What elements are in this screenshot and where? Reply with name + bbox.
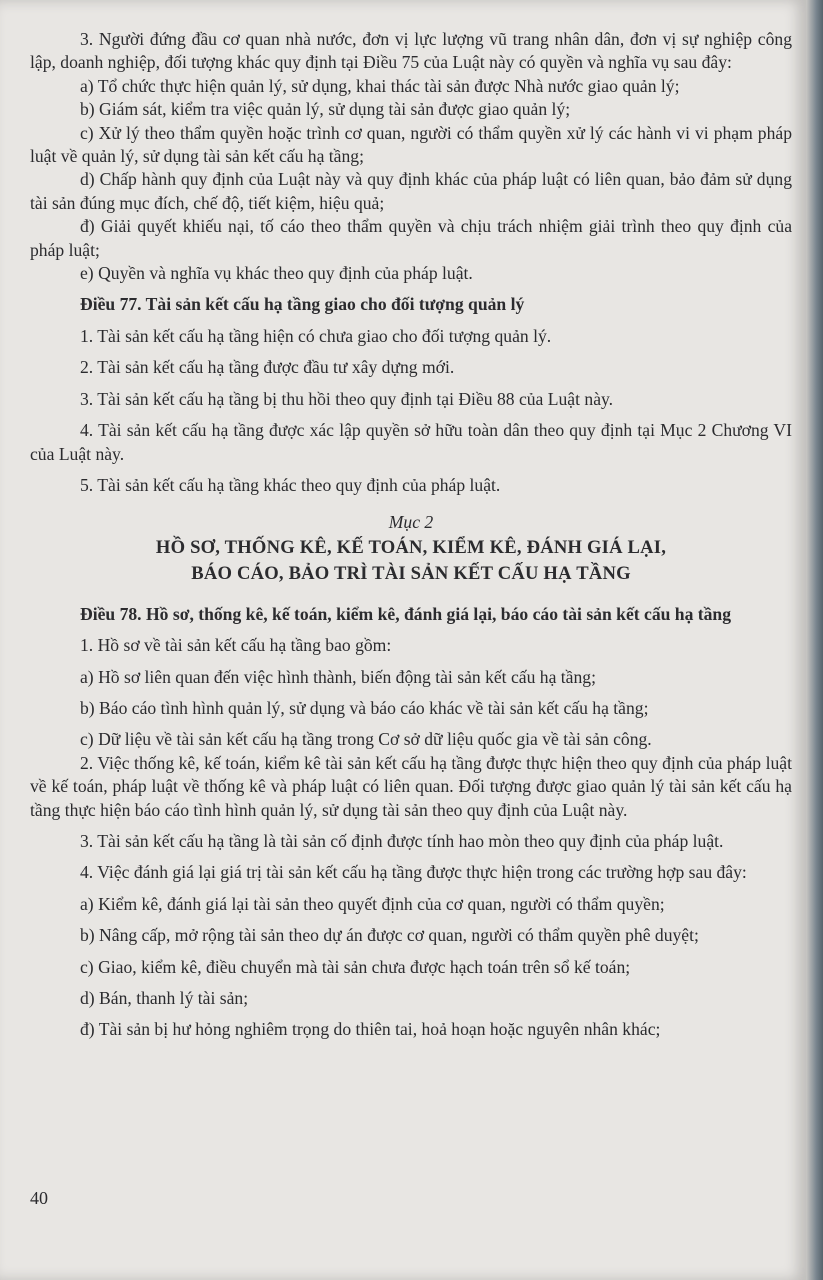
clause-3-item-dd: đ) Giải quyết khiếu nại, tố cáo theo thẩm quyền và chịu trách nhiệm giải trình theo quy định của pháp luật; [30,216,792,260]
article-77-item-3: 3. Tài sản kết cấu hạ tầng bị thu hồi theo quy định tại Điều 88 của Luật này. [80,388,614,409]
adjacent-page-edge [806,0,823,1280]
clause-3-item-c: c) Xử lý theo thẩm quyền hoặc trình cơ quan, người có thẩm quyền xử lý các hành vi vi phạm pháp luật về quản lý, sử dụng tài sản kết cấu hạ tầng; [30,122,792,167]
article-78-clause-1-item-a: a) Hồ sơ liên quan đến việc hình thành, biến động tài sản kết cấu hạ tầng; [80,666,596,687]
article-78-clause-4-item-b: b) Nâng cấp, mở rộng tài sản theo dự án được cơ quan, người có thẩm quyền phê duyệt; [80,925,699,946]
article-78-clause-4-item-d: d) Bán, thanh lý tài sản; [80,988,249,1008]
article-78-clause-4-item-dd: đ) Tài sản bị hư hỏng nghiêm trọng do thiên tai, hoả hoạn hoặc nguyên nhân khác; [80,1019,661,1040]
article-77-item-2: 2. Tài sản kết cấu hạ tầng được đầu tư xây dựng mới. [80,357,455,378]
article-78-clause-1-item-c: c) Dữ liệu về tài sản kết cấu hạ tầng trong Cơ sở dữ liệu quốc gia về tài sản công. [80,729,652,750]
section-title-line-2: BÁO CÁO, BẢO TRÌ TÀI SẢN KẾT CẤU HẠ TẦNG [191,562,631,584]
clause-3-item-a: a) Tổ chức thực hiện quản lý, sử dụng, khai thác tài sản được Nhà nước giao quản lý; [80,75,680,96]
article-77-heading: Điều 77. Tài sản kết cấu hạ tầng giao cho đối tượng quản lý [80,294,525,315]
clause-3-item-e: e) Quyền và nghĩa vụ khác theo quy định của pháp luật. [80,263,473,284]
clause-3-item-b: b) Giám sát, kiểm tra việc quản lý, sử dụng tài sản được giao quản lý; [80,99,571,120]
section-label: Mục 2 [388,512,434,533]
article-78-clause-3: 3. Tài sản kết cấu hạ tầng là tài sản cố định được tính hao mòn theo quy định của pháp luật. [80,830,724,851]
clause-3-item-d: d) Chấp hành quy định của Luật này và quy định khác của pháp luật có liên quan, bảo đảm sử dụng tài sản đúng mục đích, chế độ, tiết kiệm, hiệu quả; [30,169,792,213]
article-78-clause-2: 2. Việc thống kê, kế toán, kiểm kê tài sản kết cấu hạ tầng được thực hiện theo quy định của pháp luật về kế toán, pháp luật về thống kê và pháp luật có liên quan. Đối tượng được giao quản lý tài sản kết cấu hạ tầng thực hiện báo cáo tình hình quản lý, sử dụng tài sản theo quy định của Luật này. [30,752,792,820]
article-77-item-1: 1. Tài sản kết cấu hạ tầng hiện có chưa giao cho đối tượng quản lý. [80,325,552,346]
section-title-line-1: HỒ SƠ, THỐNG KÊ, KẾ TOÁN, KIỂM KÊ, ĐÁNH GIÁ LẠI, [155,536,667,558]
article-78-clause-4-item-c: c) Giao, kiểm kê, điều chuyển mà tài sản chưa được hạch toán trên sổ kế toán; [80,956,631,977]
article-77-item-4: 4. Tài sản kết cấu hạ tầng được xác lập quyền sở hữu toàn dân theo quy định tại Mục 2 Chương VI của Luật này. [30,420,792,464]
article-78-clause-4: 4. Việc đánh giá lại giá trị tài sản kết cấu hạ tầng được thực hiện trong các trường hợp sau đây: [80,862,747,883]
article-78-clause-1: 1. Hồ sơ về tài sản kết cấu hạ tầng bao gồm: [80,635,392,656]
clause-3-intro: 3. Người đứng đầu cơ quan nhà nước, đơn vị lực lượng vũ trang nhân dân, đơn vị sự nghiệp công lập, doanh nghiệp, đối tượng khác quy định tại Điều 75 của Luật này có quyền và nghĩa vụ sau đây: [30,29,792,73]
page-number: 40 [30,1188,48,1208]
article-78-heading: Điều 78. Hồ sơ, thống kê, kế toán, kiểm kê, đánh giá lại, báo cáo tài sản kết cấu hạ tầng [80,603,732,624]
page-body [30,28,792,1042]
article-77-item-5: 5. Tài sản kết cấu hạ tầng khác theo quy định của pháp luật. [80,474,501,495]
article-78-clause-4-item-a: a) Kiểm kê, đánh giá lại tài sản theo quyết định của cơ quan, người có thẩm quyền; [80,893,665,914]
article-78-clause-1-item-b: b) Báo cáo tình hình quản lý, sử dụng và báo cáo khác về tài sản kết cấu hạ tầng; [80,697,649,718]
